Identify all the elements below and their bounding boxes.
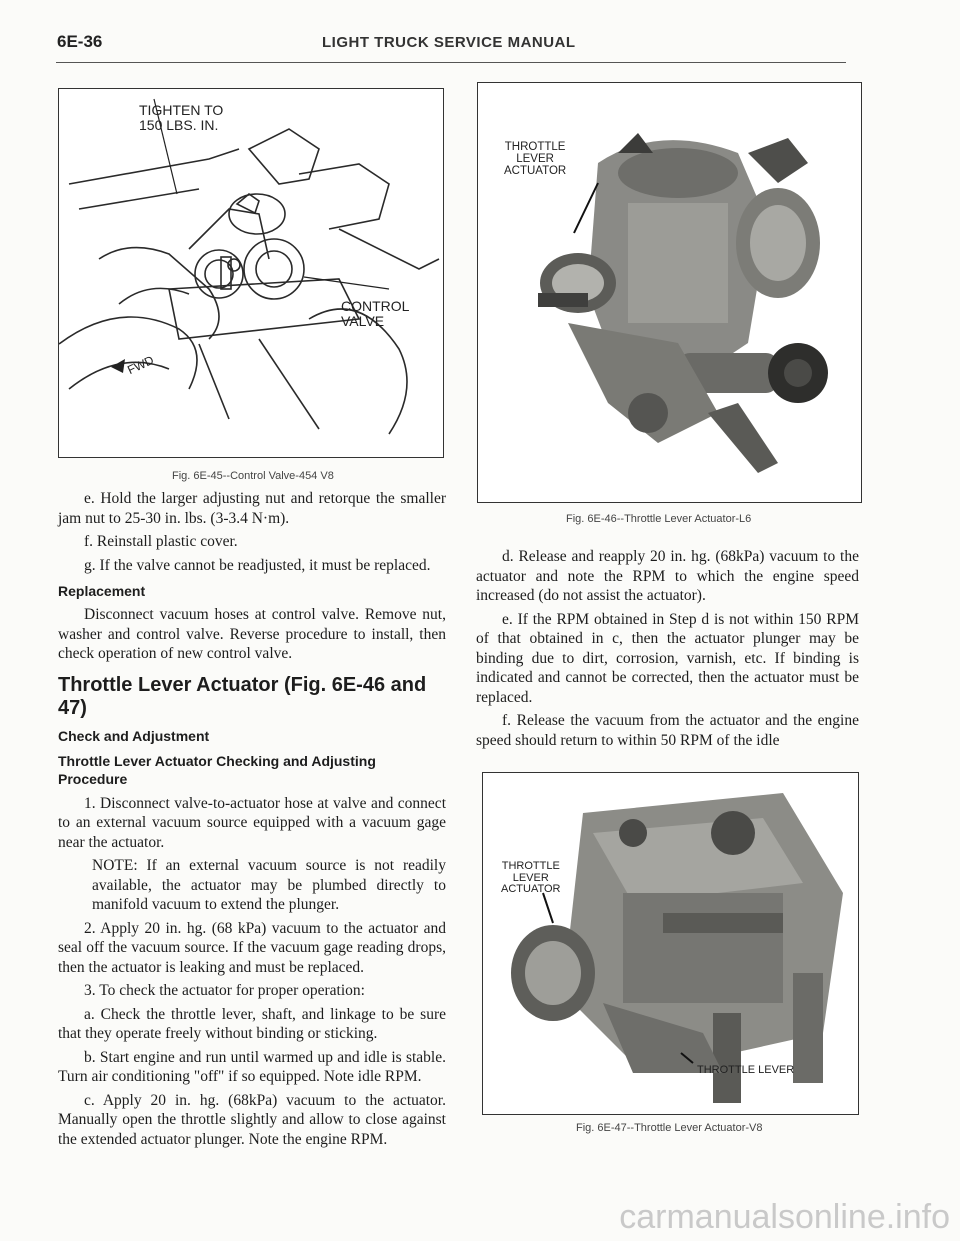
control-valve-illustration [59,89,443,457]
paragraph-f: f. Reinstall plastic cover. [84,533,238,550]
heading-checking-procedure: Throttle Lever Actuator Checking and Adjusting Procedure [58,752,376,787]
paragraph-step-2: 2. Apply 20 in. hg. (68 kPa) vacuum to the actuator and seal off the vacuum source. If the vacuum gage reading drops, then the actuator is leaking and must be replaced. [58,919,446,976]
callout-throttle-lever-actuator: THROTTLE LEVER ACTUATOR [504,141,567,178]
paragraph-d: d. Release and reapply 20 in. hg. (68kPa) vacuum to the actuator and note the RPM to which the engine speed increased (do not assist the actuator). [476,548,859,604]
figure-6e-47 [482,772,859,1115]
figure-6e-46 [477,82,862,503]
figure-6e-45 [58,88,444,458]
throttle-actuator-v8-photo [483,773,858,1114]
paragraph-f-right: f. Release the vacuum from the actuator and the engine speed should return to within 50 RPM of the idle [476,712,859,749]
paragraph-step-3: 3. To check the actuator for proper operation: [84,982,365,999]
heading-check-adjustment: Check and Adjustment [58,727,210,744]
paragraph-step-a: a. Check the throttle lever, shaft, and linkage to be sure that they operate freely without binding or sticking. [58,1005,446,1042]
right-text-column [476,547,859,754]
callout-fwd: FWD [125,352,156,378]
manual-title: LIGHT TRUCK SERVICE MANUAL [322,34,576,51]
paragraph-replacement: Disconnect vacuum hoses at control valve. Remove nut, washer and control valve. Reverse procedure to install, then check operation of new control valve. [58,606,446,662]
paragraph-step-1: 1. Disconnect valve-to-actuator hose at valve and connect to an external vacuum source equipped with a vacuum gage near the actuator. [58,794,446,851]
header-rule [56,62,846,63]
caption-fig-6e-47: Fig. 6E-47--Throttle Lever Actuator-V8 [576,1122,763,1134]
callout-control-valve: CONTROL VALVE [341,298,410,329]
callout-throttle-lever: THROTTLE LEVER [697,1064,795,1076]
paragraph-g: g. If the valve cannot be readjusted, it must be replaced. [84,556,431,574]
paragraph-step-c: c. Apply 20 in. hg. (68kPa) vacuum to the actuator. Manually open the throttle slightly and allow to close against the extended actuator plunger. Note the engine RPM. [58,1091,446,1148]
paragraph-note: NOTE: If an external vacuum source is not readily available, the actuator may be plumbed directly to manifold vacuum to extend the plunger. [92,857,446,913]
watermark: carmanualsonline.info [619,1198,950,1236]
paragraph-e-right: e. If the RPM obtained in Step d is not within 150 RPM of that obtained in c, then the actuator plunger may be binding due to dirt, corrosion, varnish, etc. If binding is indicated and cannot be corrected, then the actuator must be replaced. [476,610,859,706]
heading-replacement: Replacement [58,583,146,599]
heading-throttle-lever-actuator: Throttle Lever Actuator (Fig. 6E-46 and 47) [58,673,427,719]
caption-fig-6e-46: Fig. 6E-46--Throttle Lever Actuator-L6 [566,513,752,525]
caption-fig-6e-45: Fig. 6E-45--Control Valve-454 V8 [172,470,334,482]
callout-throttle-lever-actuator-v8: THROTTLE LEVER ACTUATOR [501,860,561,896]
left-text-column [58,489,446,1153]
page-number: 6E-36 [57,32,103,51]
paragraph-step-b: b. Start engine and run until warmed up and idle is stable. Turn air conditioning "off" if so equipped. Note idle RPM. [58,1048,446,1085]
callout-tighten-torque: TIGHTEN TO 150 LBS. IN. [139,102,224,133]
paragraph-e: e. Hold the larger adjusting nut and retorque the smaller jam nut to 25-30 in. lbs. (3-3.4 N·m). [58,490,446,527]
